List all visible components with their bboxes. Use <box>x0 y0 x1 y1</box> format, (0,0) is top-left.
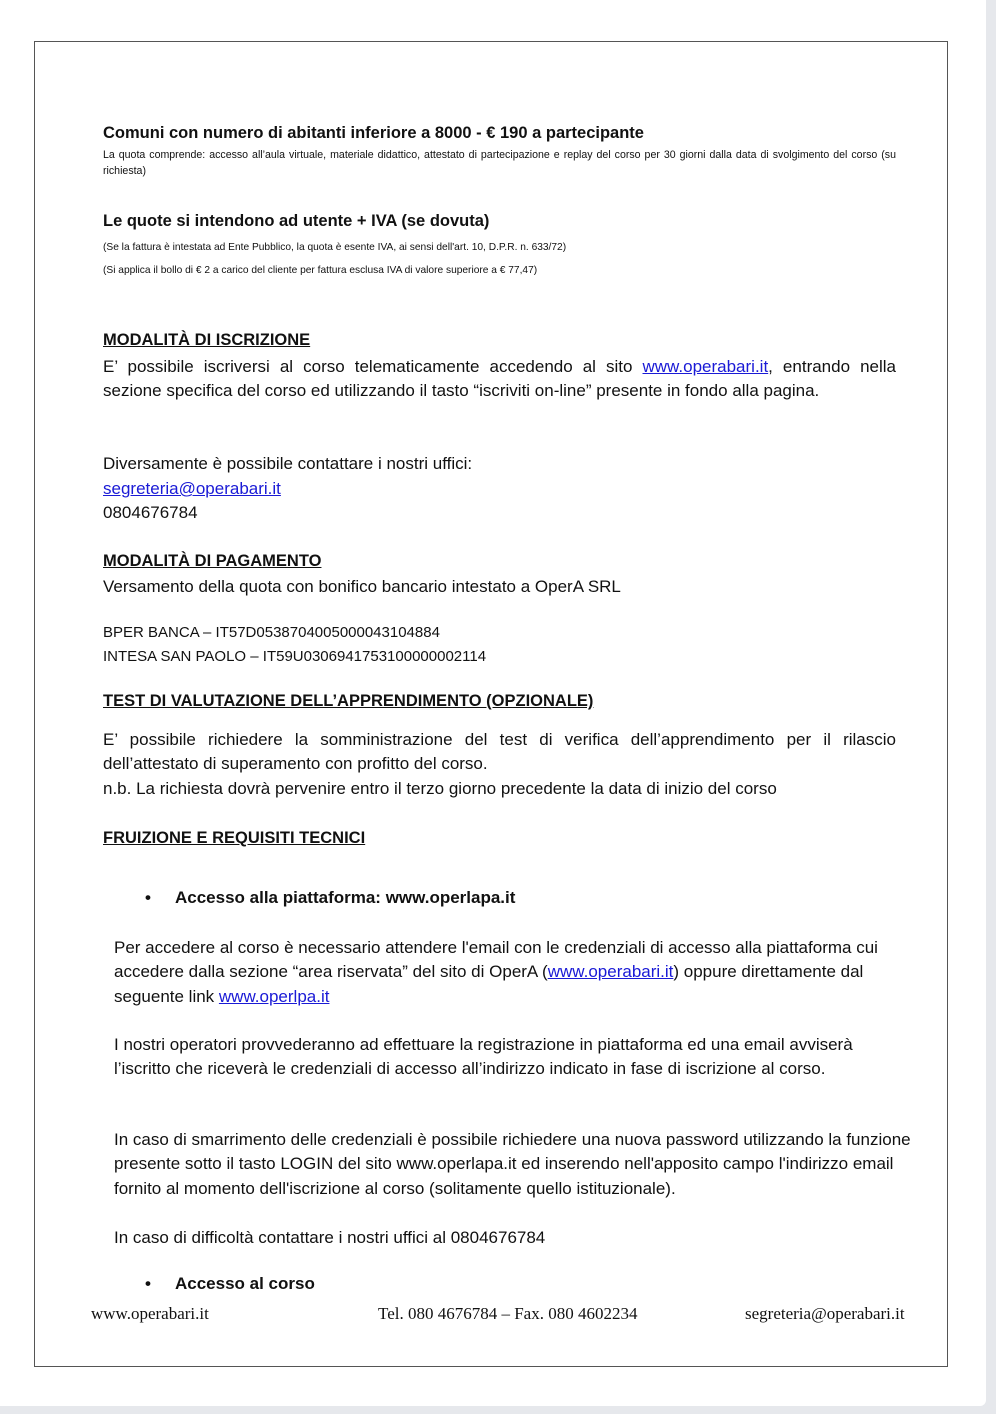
contact-phone: 0804676784 <box>103 503 198 522</box>
bullet-accesso-piattaforma <box>145 888 515 908</box>
p1-text-b: ) oppure direttamente dal seguente link <box>114 962 864 1006</box>
quote-title: Le quote si intendono ad utente + IVA (se dovuta) <box>103 212 490 230</box>
fruizione-paragraph-1 <box>114 936 914 1009</box>
iscrizione-heading: MODALITÀ DI ISCRIZIONE <box>103 331 311 349</box>
operlpa-link[interactable]: www.operlpa.it <box>218 986 330 1006</box>
test-note: n.b. La richiesta dovrà pervenire entro il terzo giorno precedente la data di inizio del corso <box>103 779 777 798</box>
test-heading: TEST DI VALUTAZIONE DELL’APPRENDIMENTO (OPZIONALE) <box>103 692 594 710</box>
bank-bper: BPER BANCA – IT57D0538704005000043104884 <box>103 624 440 641</box>
bullet-corso-label: Accesso al corso <box>175 1274 315 1293</box>
bullet-accesso-corso <box>145 1274 315 1294</box>
quote-note-vat: (Se la fattura è intestata ad Ente Pubblico, la quota è esente IVA, ai sensi dell'art. 10, D.P.R. n. 633/72) <box>103 242 567 253</box>
iscrizione-text <box>103 355 896 404</box>
fruizione-heading: FRUIZIONE E REQUISITI TECNICI <box>103 829 366 847</box>
operabari-link-2[interactable]: www.operabari.it <box>547 962 674 982</box>
pagamento-heading: MODALITÀ DI PAGAMENTO <box>103 552 322 570</box>
test-text: E’ possibile richiedere la somministrazione del test di verifica dell’apprendimento per il rilascio dell’attestato di superamento con profitto del corso. <box>103 730 896 774</box>
contact-email <box>103 477 896 501</box>
pricing-description: La quota comprende: accesso all’aula virtuale, materiale didattico, attestato di partecipazione e replay del corso per 30 giorni dalla data di svolgimento del corso (su richiesta) <box>103 149 896 177</box>
footer-website: www.operabari.it <box>91 1304 209 1323</box>
fruizione-paragraph-4: In caso di difficoltà contattare i nostri uffici al 0804676784 <box>114 1228 546 1247</box>
fruizione-paragraph-3: In caso di smarrimento delle credenziali è possibile richiedere una nuova password utilizzando la funzione presente sotto il tasto LOGIN del sito www.operlapa.it ed inserendo nell'apposito campo l'indirizzo email fornito al momento dell'iscrizione al corso (solitamente quello istituzionale). <box>114 1130 911 1198</box>
iscrizione-text-after: , entrando nella sezione specifica del corso ed utilizzando il tasto “iscriviti on-line” presente in fondo alla pagina. <box>103 357 897 401</box>
operabari-link[interactable]: www.operabari.it <box>642 357 769 376</box>
pagamento-text: Versamento della quota con bonifico bancario intestato a OperA SRL <box>103 577 621 596</box>
footer-email: segreteria@operabari.it <box>745 1304 905 1323</box>
pricing-title: Comuni con numero di abitanti inferiore a 8000 - € 190 a partecipante <box>103 124 644 142</box>
email-link[interactable]: segreteria@operabari.it <box>103 479 281 498</box>
bank-intesa: INTESA SAN PAOLO – IT59U0306941753100000002114 <box>103 648 487 665</box>
bullet-icon: • <box>145 1274 151 1293</box>
bullet-icon: • <box>145 888 151 907</box>
iscrizione-text-before: E’ possibile iscriversi al corso telematicamente accedendo al sito <box>103 357 643 376</box>
p1-text-a: Per accedere al corso è necessario attendere l'email con le credenziali di accesso alla piattaforma cui accedere dalla sezione “area riservata” del sito di OperA ( <box>114 938 878 982</box>
bullet-piattaforma-label: Accesso alla piattaforma: www.operlapa.it <box>175 888 516 907</box>
quote-note-stamp: (Si applica il bollo di € 2 a carico del cliente per fattura esclusa IVA di valore superiore a € 77,47) <box>103 265 538 276</box>
footer-phones: Tel. 080 4676784 – Fax. 080 4602234 <box>378 1304 638 1323</box>
fruizione-paragraph-2: I nostri operatori provvederanno ad effettuare la registrazione in piattaforma ed una email avviserà l’iscritto che riceverà le credenziali di accesso all’indirizzo indicato in fase di iscrizione al corso. <box>114 1035 853 1079</box>
contact-intro: Diversamente è possibile contattare i nostri uffici: <box>103 454 473 473</box>
